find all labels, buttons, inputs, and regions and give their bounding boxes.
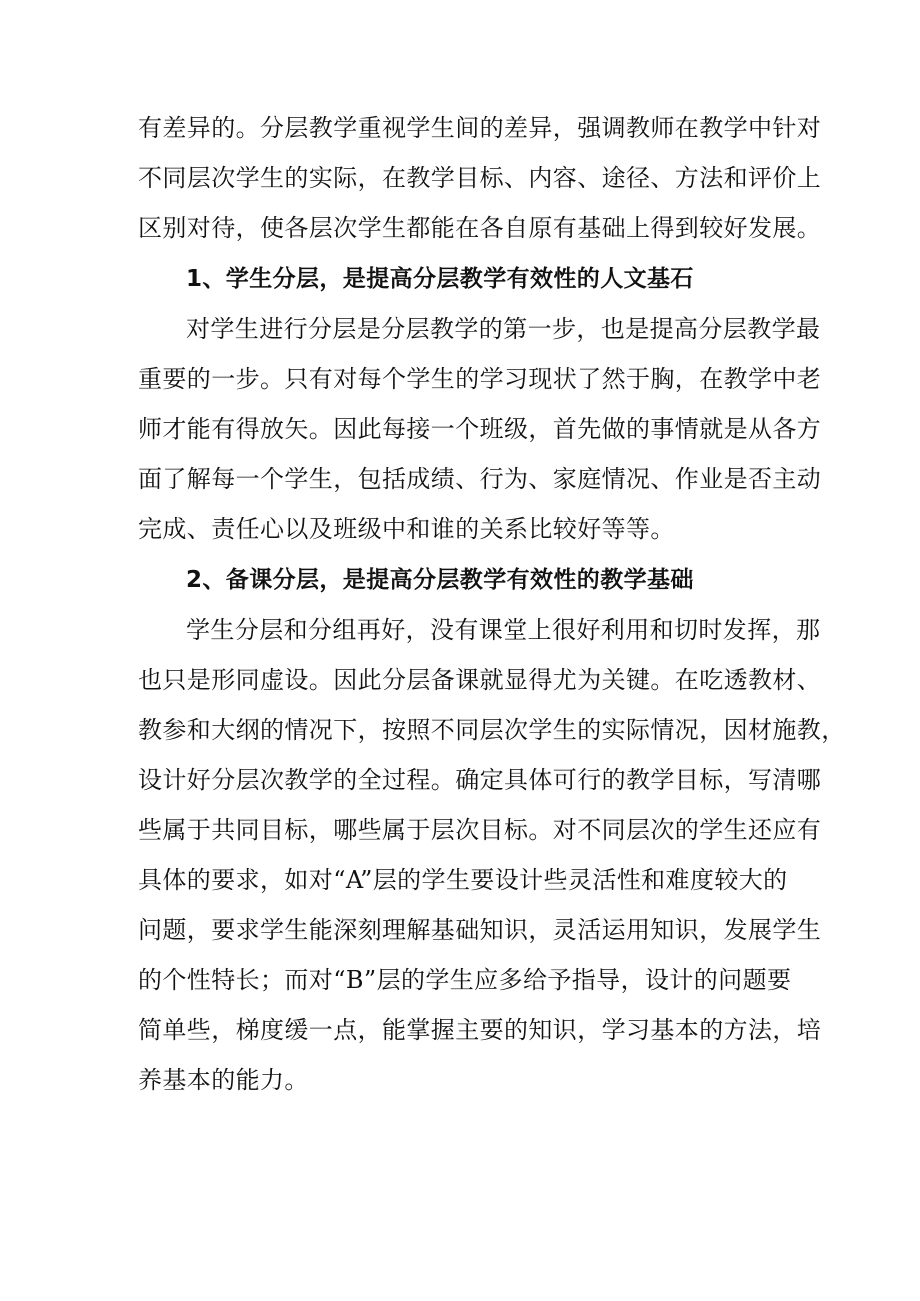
section-2-line: 养基本的能力。 (138, 1066, 309, 1094)
section-2-heading: 2、备课分层，是提高分层教学有效性的教学基础 (186, 567, 694, 593)
section-1-line: 师才能有得放矢。因此每接一个班级，首先做的事情就是从各方 (138, 415, 822, 443)
section-1-line: 重要的一步。只有对每个学生的学习现状了然于胸，在教学中老 (138, 365, 822, 393)
section-2-line: 也只是形同虚设。因此分层备课就显得尤为关键。在吃透教材、 (138, 666, 822, 694)
section-2-line: 学生分层和分组再好，没有课堂上很好利用和切时发挥，那 (186, 616, 821, 644)
section-2-line: 些属于共同目标，哪些属于层次目标。对不同层次的学生还应有 (138, 816, 822, 844)
section-2-line: 的个性特长；而对“B”层的学生应多给予指导，设计的问题要 (138, 966, 792, 994)
section-2-line: 问题，要求学生能深刻理解基础知识，灵活运用知识，发展学生 (138, 916, 822, 944)
intro-line: 有差异的。分层教学重视学生间的差异，强调教师在教学中针对 (138, 114, 822, 142)
section-2-line: 设计好分层次教学的全过程。确定具体可行的教学目标，写清哪 (138, 766, 822, 794)
section-1-line: 面了解每一个学生，包括成绩、行为、家庭情况、作业是否主动 (138, 465, 822, 493)
section-1-line: 对学生进行分层是分层教学的第一步，也是提高分层教学最 (186, 315, 821, 343)
section-2-line: 具体的要求，如对“A”层的学生要设计些灵活性和难度较大的 (138, 866, 788, 894)
section-2-line: 教参和大纲的情况下，按照不同层次学生的实际情况，因材施教， (138, 716, 846, 744)
intro-line: 区别对待，使各层次学生都能在各自原有基础上得到较好发展。 (138, 214, 822, 242)
section-1-line: 完成、责任心以及班级中和谁的关系比较好等等。 (138, 515, 675, 543)
intro-line: 不同层次学生的实际，在教学目标、内容、途径、方法和评价上 (138, 164, 822, 192)
section-2-line: 简单些，梯度缓一点，能掌握主要的知识，学习基本的方法，培 (138, 1016, 822, 1044)
section-1-heading: 1、学生分层，是提高分层教学有效性的人文基石 (186, 266, 694, 292)
